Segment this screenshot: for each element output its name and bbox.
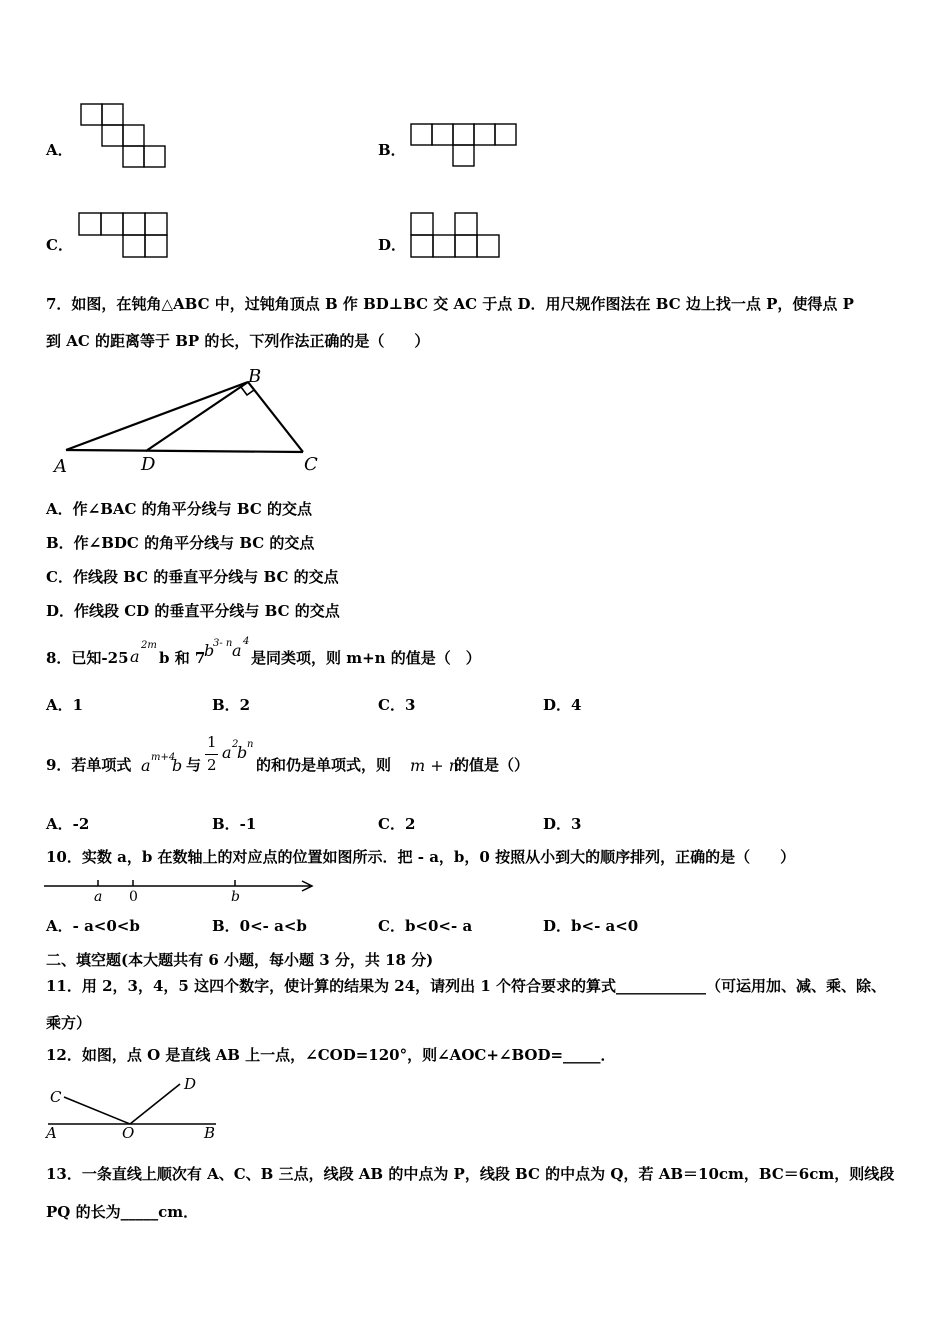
q9-exp-2: 2 — [232, 739, 239, 750]
q9-var-b1: b — [172, 756, 183, 775]
q9-option-b: B．-1 — [212, 815, 257, 833]
q12-angle-figure — [44, 1073, 222, 1141]
q7-option-c: C．作线段 BC 的垂直平分线与 BC 的交点 — [46, 568, 339, 586]
q7-option-b: B．作∠BDC 的角平分线与 BC 的交点 — [46, 534, 315, 552]
q9-option-c: C．2 — [378, 815, 416, 833]
q7-stem-line1: 7．如图，在钝角△ABC 中，过钝角顶点 B 作 BD⊥BC 交 AC 于点 D．用尺规作图法在 BC 边上找一点 P，使得点 P — [46, 295, 854, 313]
q12-label-c: C — [50, 1088, 62, 1106]
q9-expr: m + n — [410, 756, 460, 775]
q8-var-a1: a — [130, 647, 140, 666]
q8-exp-2m: 2m — [141, 640, 157, 651]
q10-option-b: B．0<- a<b — [212, 917, 307, 935]
q10-option-d: D．b<- a<0 — [543, 917, 639, 935]
q9-var-a1: a — [141, 756, 151, 775]
q7-label-c: C — [304, 454, 318, 475]
q8-var-b2: b — [204, 641, 215, 660]
q8-stem-mid: b 和 7 — [159, 649, 206, 667]
q9-exp-n: n — [247, 739, 254, 750]
q7-stem-line2: 到 AC 的距离等于 BP 的长，下列作法正确的是（ ） — [46, 332, 430, 350]
q10-option-c: C．b<0<- a — [378, 917, 473, 935]
q10-label-b: b — [231, 889, 240, 904]
q8-var-a2: a — [232, 641, 242, 660]
q6-option-a-label: A． — [46, 141, 73, 159]
q9-stem-pre: 9．若单项式 — [46, 756, 132, 774]
q9-frac-num: 1 — [207, 733, 217, 751]
q6-option-c-figure — [76, 211, 170, 259]
q9-option-a: A．-2 — [46, 815, 90, 833]
q9-exp-m4: m+4 — [151, 752, 176, 763]
q9-stem-mid: 的和仍是单项式，则 — [256, 756, 392, 774]
q6-option-b-label: B． — [378, 141, 406, 159]
q10-label-a: a — [94, 889, 103, 904]
q8-exp-3-n: 3- n — [213, 638, 233, 649]
q9-option-d: D．3 — [543, 815, 582, 833]
q11-stem-line1: 11．用 2，3，4，5 这四个数字，使计算的结果为 24，请列出 1 个符合要求的算式____________（可运用加、减、乘、除、 — [46, 977, 887, 995]
q11-stem-line2: 乘方） — [46, 1014, 92, 1032]
q7-label-d: D — [141, 454, 156, 475]
q6-option-d-label: D． — [378, 236, 407, 254]
q7-label-a: A — [54, 456, 67, 477]
q7-option-a: A．作∠BAC 的角平分线与 BC 的交点 — [46, 500, 313, 518]
q9-frac-bar — [205, 754, 218, 755]
q6-option-d-figure — [408, 211, 502, 259]
q10-option-a: A．- a<0<b — [46, 917, 140, 935]
q9-stem-post: 的值是（） — [454, 756, 530, 774]
q10-stem: 10．实数 a，b 在数轴上的对应点的位置如图所示．把 - a，b，0 按照从小到大的顺序排列，正确的是（ ） — [46, 848, 796, 866]
q6-option-a-figure — [78, 102, 170, 170]
q8-option-a: A．1 — [46, 696, 84, 714]
q8-option-c: C．3 — [378, 696, 416, 714]
q9-var-a2: a — [222, 743, 232, 762]
q12-label-d: D — [184, 1075, 197, 1093]
q13-stem-line2: PQ 的长为_____cm． — [46, 1203, 199, 1221]
q7-triangle-figure — [48, 362, 338, 478]
q8-option-b: B．2 — [212, 696, 251, 714]
q6-option-c-label: C． — [46, 236, 73, 254]
q8-exp-4: 4 — [243, 636, 250, 647]
q13-stem-line1: 13．一条直线上顺次有 A、C、B 三点，线段 AB 的中点为 P，线段 BC 的中点为 Q，若 AB＝10cm，BC＝6cm，则线段 — [46, 1165, 895, 1183]
q12-stem: 12．如图，点 O 是直线 AB 上一点，∠COD=120°，则∠AOC+∠BOD=_____． — [46, 1046, 616, 1064]
q10-label-zero: 0 — [129, 889, 138, 904]
q8-stem-pre: 8．已知-25 — [46, 649, 129, 667]
q12-label-b: B — [204, 1124, 216, 1141]
q9-with: 与 — [186, 756, 202, 774]
q8-option-d: D．4 — [543, 696, 582, 714]
q9-var-b2: b — [237, 743, 248, 762]
q12-label-a: A — [46, 1124, 57, 1141]
q7-label-b: B — [248, 366, 262, 387]
q9-frac-den: 2 — [207, 756, 217, 774]
q7-option-d: D．作线段 CD 的垂直平分线与 BC 的交点 — [46, 602, 340, 620]
q6-option-b-figure — [408, 122, 522, 170]
q8-stem-post: 是同类项，则 m+n 的值是（ ） — [251, 649, 481, 667]
section-2-heading: 二、填空题(本大题共有 6 小题，每小题 3 分，共 18 分) — [46, 951, 434, 969]
q10-number-line — [44, 872, 319, 904]
q12-label-o: O — [122, 1124, 135, 1141]
